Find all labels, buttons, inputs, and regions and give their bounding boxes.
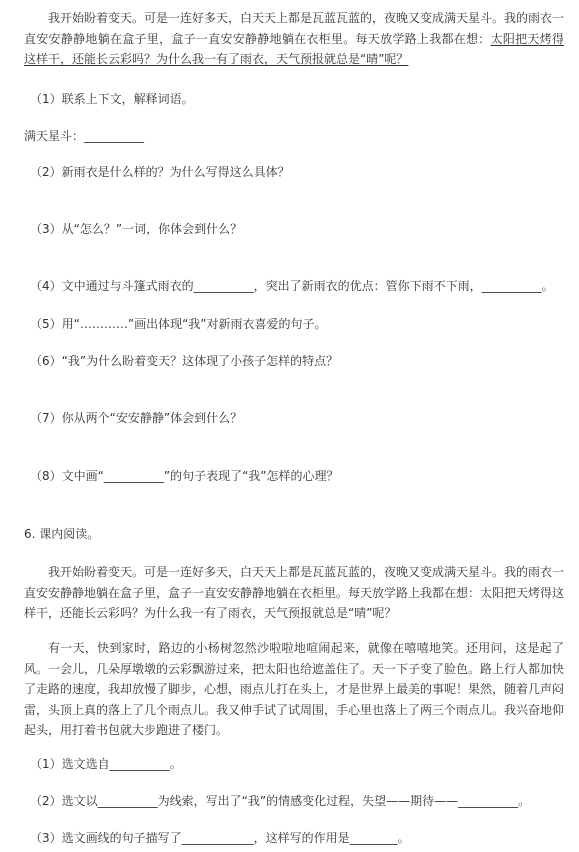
passage-3: 有一天，快到家时，路边的小杨树忽然沙啦啦地喧闹起来，就像在嘻嘻地笑。还用问，这是起了风。一会儿，几朵厚墩墩的云彩飘游过来，把太阳也给遮盖住了。天一下子变了脸色。路上行人都加快了走路的速度，我却放慢了脚步，心想，雨点儿打在头上，才是世界上最美的事呢！果然，随着几声闷雷，头顶上真的落上了几个雨点儿。我又伸手试了试周围，手心里也落上了两三个雨点儿。我兴奋地仰起头，用打着书包就大步跑进了楼门。 bbox=[24, 641, 565, 737]
passage-1-underlined-sentence: 太阳把天烤得这样干，还能长云彩吗？为什么我一有了雨衣，天气预报就总是“晴”呢？ bbox=[24, 31, 564, 66]
question-5: （5）用“…………”画出体现“我”对新雨衣喜爱的句子。 bbox=[30, 317, 327, 331]
question-8: （8）文中画“__________”的句子表现了“我”怎样的心理？ bbox=[30, 469, 339, 483]
question-1: （1）联系上下文，解释词语。 bbox=[30, 92, 194, 106]
section-6-heading: 6. 课内阅读。 bbox=[24, 527, 100, 541]
question-2: （2）新雨衣是什么样的？为什么写得这么具体？ bbox=[30, 165, 290, 179]
question-7: （7）你从两个“安安静静”体会到什么？ bbox=[30, 411, 243, 425]
sub-question-2: （2）选文以__________为线索，写出了“我”的情感变化过程，失望——期待——__________。 bbox=[30, 794, 531, 808]
question-4: （4）文中通过与斗篷式雨衣的__________，突出了新雨衣的优点：管你下雨不下雨，__________。 bbox=[30, 279, 554, 293]
passage-2: 我开始盼着变天。可是一连好多天，白天天上都是瓦蓝瓦蓝的，夜晚又变成满天星斗。我的雨衣一直安安静静地躺在盒子里，盒子一直安安静静地躺在衣柜里。每天放学路上我都在想：太阳把天烤得这样干，还能长云彩吗？为什么我一有了雨衣，天气预报就总是“晴”呢？ bbox=[24, 565, 565, 620]
sub-question-3: （3）选文画线的句子描写了____________，这样写的作用是________。 bbox=[30, 831, 410, 845]
passage-1-text: 我开始盼着变天。可是一连好多天，白天天上都是瓦蓝瓦蓝的，夜晚又变成满天星斗。我的雨衣一直安安静静地躺在盒子里，盒子一直安安静静地躺在衣柜里。每天放学路上我都在想： bbox=[24, 11, 565, 46]
question-3: （3）从“怎么？”一词，你体会到什么？ bbox=[30, 222, 243, 236]
question-1-word: 满天星斗：__________ bbox=[24, 129, 145, 143]
question-6: （6）“我”为什么盼着变天？这体现了小孩子怎样的特点？ bbox=[30, 354, 339, 368]
passage-1 bbox=[24, 8, 564, 70]
sub-question-1: （1）选文选自__________。 bbox=[30, 757, 182, 771]
